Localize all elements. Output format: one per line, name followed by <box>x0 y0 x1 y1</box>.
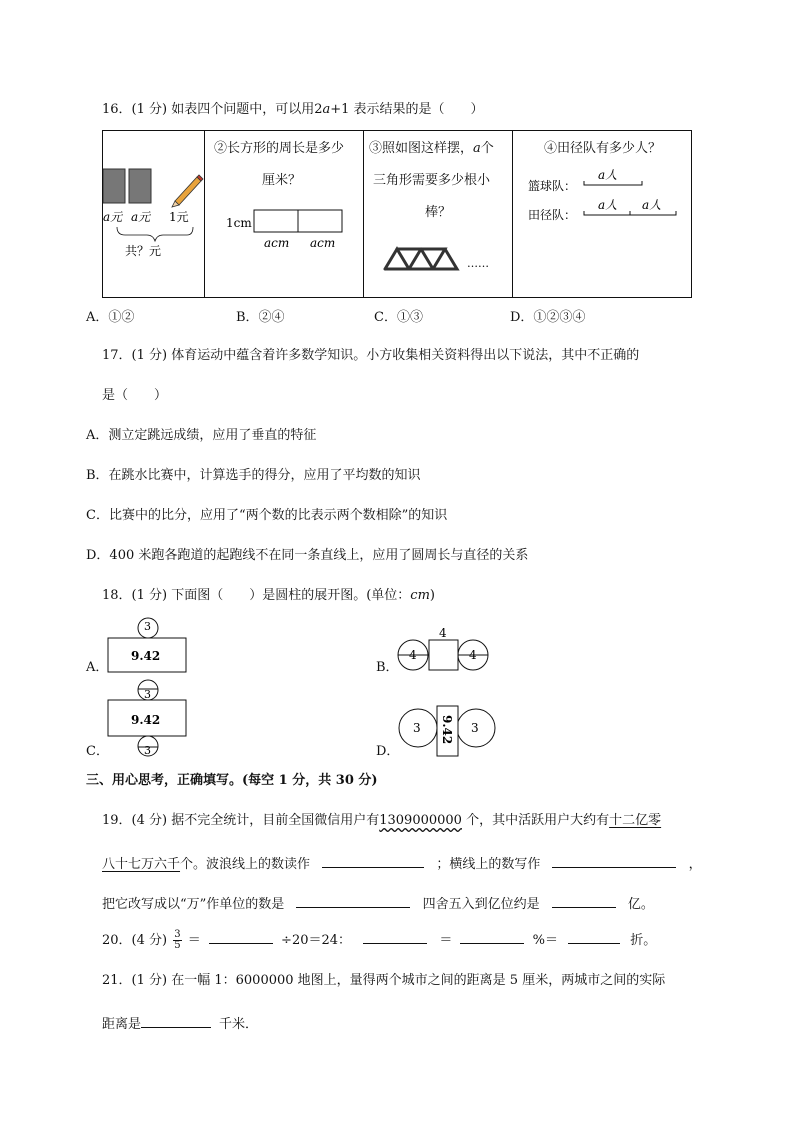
q18-stem <box>102 588 435 604</box>
count-label-1: a人 <box>598 168 618 182</box>
q16-cell2-line2: 厘米？ <box>262 173 302 188</box>
q17-line1: 17．(1 分) 体育运动中蕴含着许多数学知识。小方收集相关资料得出以下说法，其中不正确的 <box>102 348 640 363</box>
net-square <box>429 640 458 670</box>
q18-stem-unit: cm <box>410 588 430 603</box>
q19-wan-prompt: 把它改写成以“万”作单位的数是 <box>102 897 285 912</box>
q18-option-d-figure[interactable] <box>398 704 496 758</box>
team-diagram <box>512 131 691 297</box>
q16-cell-1 <box>103 131 205 297</box>
triangles-diagram <box>363 131 512 297</box>
q19-blank-write[interactable] <box>552 853 676 868</box>
right-label: 4 <box>469 648 477 662</box>
q17-option-b[interactable]: B．在跳水比赛中，计算选手的得分，应用了平均数的知识 <box>86 468 421 483</box>
fraction-numerator: 3 <box>174 929 181 940</box>
q21-prompt: 距离是 <box>102 1017 142 1032</box>
pencil-icon <box>172 175 203 207</box>
bill-2 <box>129 169 151 203</box>
cell3-line1-post: 个 <box>480 141 494 156</box>
cell3-line1-var: a <box>473 141 481 156</box>
q18-option-b-label[interactable]: B． <box>376 660 399 675</box>
q16-cell-4 <box>512 131 691 297</box>
right-label: 3 <box>471 721 479 735</box>
q18-option-a-figure[interactable] <box>100 614 200 676</box>
top-label: 3 <box>144 688 151 701</box>
left-label: 3 <box>413 721 421 735</box>
q16-option-a[interactable]: A．①② <box>86 310 135 325</box>
q16-stem-var: a <box>322 102 331 117</box>
q19-comma: ， <box>688 857 702 872</box>
seg-label-2: acm <box>310 236 336 250</box>
q16-cell-2 <box>204 131 364 297</box>
q16-cell4-line1: ④田径队有多少人？ <box>544 141 662 156</box>
width-label: 1cm <box>226 216 252 230</box>
q16-cell-3 <box>363 131 513 297</box>
total-label: 共？元 <box>125 244 162 258</box>
left-label: 4 <box>409 648 417 662</box>
q19-wavy-number: 1309000000 <box>379 813 462 828</box>
bill-1 <box>103 169 125 203</box>
q18-option-a-label[interactable]: A． <box>86 660 109 675</box>
q19-pre: 19．(4 分) 据不完全统计，目前全国微信用户有 <box>102 813 380 828</box>
q19-blank-read[interactable] <box>322 853 424 868</box>
q17-option-d[interactable]: D．400 米跑各跑道的起跑线不在同一条直线上，应用了圆周长与直径的关系 <box>86 548 529 563</box>
q20-equals-1: ＝ <box>187 933 201 948</box>
q16-stem-tail: +1 表示结果的是（ ） <box>330 102 484 117</box>
q20-equals-2: ＝ <box>439 933 453 948</box>
q16-table <box>102 130 692 298</box>
q19-underlined-1: 十二亿零 <box>609 813 662 828</box>
bottom-label: 3 <box>144 744 151 757</box>
q21-unit: 千米． <box>219 1017 259 1032</box>
q20-blank-4[interactable] <box>568 929 620 944</box>
q19-round-prompt: 四舍五入到亿位约是 <box>422 897 540 912</box>
q16-stem <box>102 102 484 118</box>
q16-option-b[interactable]: B．②④ <box>236 310 285 325</box>
q21-line2 <box>102 1013 258 1033</box>
q20-blank-1[interactable] <box>209 929 273 944</box>
q16-cell3-line3: 棒？ <box>425 205 452 220</box>
q21-blank[interactable] <box>141 1013 211 1028</box>
q16-cell2-line1: ②长方形的周长是多少 <box>214 141 345 156</box>
q18-stem-tail: ) <box>429 588 435 603</box>
circle-label: 3 <box>144 620 151 633</box>
q19-write-prompt: ；横线上的数写作 <box>436 857 541 872</box>
q17-option-a[interactable]: A．测立定跳远成绩，应用了垂直的特征 <box>86 428 317 443</box>
q17-line2: 是（ ） <box>102 388 168 403</box>
q21-line1: 21．(1 分) 在一幅 1：6000000 地图上，量得两个城市之间的距离是 5 厘米，两城市之间的实际 <box>102 973 666 988</box>
count-label-3: a人 <box>642 198 662 212</box>
price-a-2: a元 <box>131 210 151 224</box>
q17-option-c[interactable]: C．比赛中的比分，应用了“两个数的比表示两个数相除”的知识 <box>86 508 448 523</box>
q19-yi-suffix: 亿。 <box>627 897 654 912</box>
cell3-line1-pre: ③照如图这样摆， <box>369 141 474 156</box>
rectangle-diagram <box>204 131 363 297</box>
total-brace <box>117 227 193 241</box>
q20-discount: 折。 <box>630 933 657 948</box>
rect-label: 9.42 <box>131 713 161 727</box>
q16-stem-text: 16．(1 分) 如表四个问题中，可以用2 <box>102 102 323 117</box>
stick-triangles <box>385 249 457 269</box>
q20-divide: ÷20＝24： <box>281 933 352 948</box>
rect-label: 9.42 <box>440 715 454 745</box>
q18-stem-text: 18．(1 分) 下面图（ ）是圆柱的展开图。(单位： <box>102 588 411 603</box>
money-illustration <box>103 131 204 297</box>
basketball-label: 篮球队： <box>528 179 577 193</box>
q19-read-prompt: 个。波浪线上的数读作 <box>180 857 311 872</box>
top-label: 4 <box>439 626 447 640</box>
q19-line1 <box>102 813 661 829</box>
price-a-1: a元 <box>103 210 123 224</box>
q19-line2 <box>102 853 702 873</box>
rect-label: 9.42 <box>131 649 161 663</box>
q20-line <box>102 929 656 951</box>
section-3-title: 三、用心思考，正确填写。(每空 1 分，共 30 分) <box>86 773 378 788</box>
q18-option-c-label[interactable]: C． <box>86 744 109 759</box>
q20-pre: 20．(4 分) <box>102 933 168 948</box>
q18-option-d-label[interactable]: D． <box>376 744 400 759</box>
fraction-denominator: 5 <box>174 940 181 951</box>
q16-option-c[interactable]: C．①③ <box>374 310 423 325</box>
count-label-2: a人 <box>598 198 618 212</box>
q19-blank-round[interactable] <box>552 893 616 908</box>
q19-underlined-2: 八十七万六千 <box>102 857 181 872</box>
q16-cell3-line2: 三角形需要多少根小 <box>373 173 491 188</box>
q16-option-d[interactable]: D．①②③④ <box>510 310 586 325</box>
q18-option-c-figure[interactable] <box>100 676 200 758</box>
q20-fraction <box>173 930 181 951</box>
q19-line3 <box>102 893 654 913</box>
q20-blank-3[interactable] <box>460 929 524 944</box>
seg-label-1: acm <box>264 236 290 250</box>
price-1: 1元 <box>169 210 189 224</box>
track-label: 田径队： <box>528 208 577 222</box>
q20-percent: %＝ <box>532 933 558 948</box>
q18-option-b-figure[interactable] <box>396 626 492 674</box>
q20-blank-2[interactable] <box>363 929 427 944</box>
q19-mid: 个，其中活跃用户大约有 <box>461 813 610 828</box>
dots-ellipsis: …… <box>467 257 489 270</box>
q19-blank-wan[interactable] <box>296 893 410 908</box>
